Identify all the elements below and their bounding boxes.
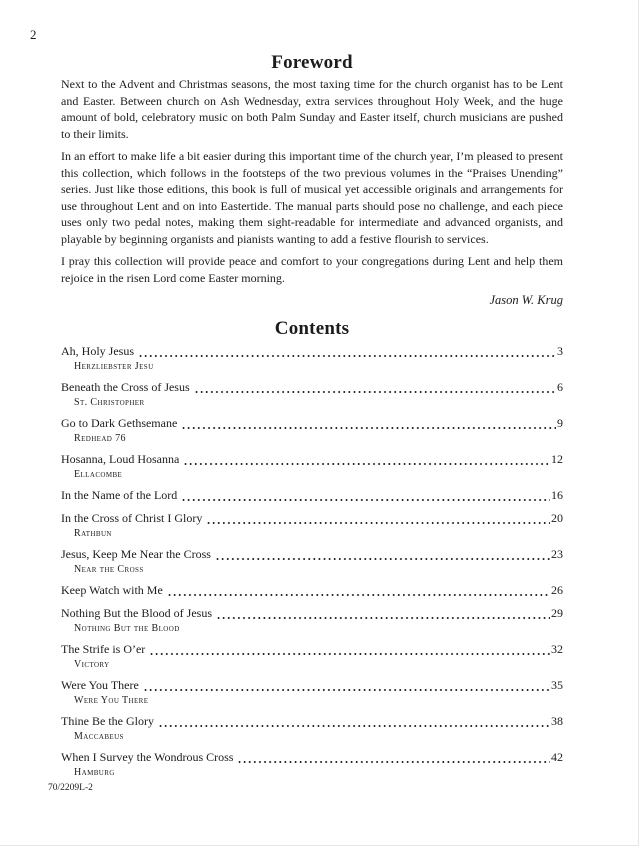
toc-entry-title: Hosanna, Loud Hosanna — [61, 452, 180, 466]
toc-entry-title: Beneath the Cross of Jesus — [61, 380, 190, 394]
toc-entry-line — [61, 641, 563, 658]
toc-entry-tune: Rathbun — [74, 528, 112, 539]
toc-entry-line — [61, 749, 563, 766]
toc-entry-page: 9 — [557, 416, 563, 430]
toc-entry — [61, 713, 563, 743]
author-signature: Jason W. Krug — [489, 293, 563, 307]
toc-entry-tune: Nothing But the Blood — [74, 623, 180, 634]
toc-entry — [61, 605, 563, 635]
toc-entry-title: When I Survey the Wondrous Cross — [61, 750, 234, 764]
toc-entry-page: 29 — [551, 606, 563, 620]
toc-entry-title: Nothing But the Blood of Jesus — [61, 606, 213, 620]
toc-entry — [61, 379, 563, 409]
toc-entry-line — [61, 487, 563, 504]
toc-entry — [61, 510, 563, 540]
toc-entry-page: 38 — [551, 714, 563, 728]
toc-entry-line — [61, 451, 563, 468]
toc-entry-page: 32 — [551, 642, 563, 656]
foreword-title: Foreword — [271, 52, 353, 73]
toc-entry-line — [61, 379, 563, 396]
toc-entry — [61, 677, 563, 707]
toc-entry-tune: Were You There — [74, 695, 149, 706]
toc-entry-title: Go to Dark Gethsemane — [61, 416, 178, 430]
toc-entry-tune: Victory — [74, 659, 110, 670]
toc-entry-title: Jesus, Keep Me Near the Cross — [61, 547, 211, 561]
toc-entry-tune: Maccabeus — [74, 731, 124, 742]
foreword-paragraph: I pray this collection will provide peace and comfort to your congregations during Lent and help them rejoice in the risen Lord come Easter morning. — [61, 254, 563, 285]
toc-entry-line — [61, 582, 563, 599]
foreword-paragraph: Next to the Advent and Christmas seasons, the most taxing time for the church organist has to be Lent and Easter. Between church on Ash Wednesday, extra services throughout Holy Week, and the huge amount of bold, celebratory music on both Palm Sunday and Easter itself, church musicians are pushed to their limits. — [61, 77, 563, 141]
toc-entry-title: Thine Be the Glory — [61, 714, 154, 728]
toc-entry-page: 16 — [551, 488, 563, 502]
toc-list — [61, 343, 563, 779]
toc-entry — [61, 343, 563, 373]
toc-entry — [61, 641, 563, 671]
toc-entry-tune: Herzliebster Jesu — [74, 361, 154, 372]
toc-entry-page: 26 — [551, 583, 563, 597]
foreword-paragraph: In an effort to make life a bit easier during this important time of the church year, I’m pleased to present this collection, which follows in the footsteps of the two previous volumes in the “Praises Unending” series. Just like those editions, this book is full of musical yet accessible originals and arrangements for use throughout Lent and on into Eastertide. The manual parts should pose no challenge, and each piece uses only two pedal notes, making them sight-readable for intermediate and advanced organists, and playable by beginning organists and pianists wanting to add a festive flourish to services. — [61, 149, 563, 246]
toc-entry-page: 12 — [551, 452, 563, 466]
page-number: 2 — [30, 27, 37, 42]
toc-entry-line — [61, 677, 563, 694]
toc-entry-page: 6 — [557, 380, 563, 394]
toc-entry — [61, 582, 563, 599]
toc-entry — [61, 749, 563, 779]
toc-entry-title: Keep Watch with Me — [61, 583, 163, 597]
toc-entry-page: 42 — [551, 750, 563, 764]
toc-entry-tune: Hamburg — [74, 767, 115, 778]
toc-entry — [61, 451, 563, 481]
toc-entry-line — [61, 415, 563, 432]
toc-entry-tune: Near the Cross — [74, 564, 144, 575]
toc-entry-line — [61, 605, 563, 622]
toc-entry-page: 3 — [557, 344, 563, 358]
toc-entry-line — [61, 546, 563, 563]
page-content — [61, 0, 563, 785]
toc-entry-title: Were You There — [61, 678, 139, 692]
toc-entry-line — [61, 713, 563, 730]
toc-entry-title: Ah, Holy Jesus — [61, 344, 135, 358]
toc-entry-tune: St. Christopher — [74, 397, 145, 408]
toc-entry — [61, 487, 563, 504]
footer-code: 70/2209L-2 — [48, 783, 93, 793]
toc-entry-tune: Redhead 76 — [74, 433, 126, 444]
toc-entry-title: The Strife is O’er — [61, 642, 146, 656]
toc-entry-line — [61, 343, 563, 360]
toc-entry-page: 20 — [551, 511, 563, 525]
toc-entry-page: 35 — [551, 678, 563, 692]
toc-entry-title: In the Cross of Christ I Glory — [61, 511, 203, 525]
toc-entry-page: 23 — [551, 547, 563, 561]
toc-entry-title: In the Name of the Lord — [61, 488, 178, 502]
toc-entry — [61, 415, 563, 445]
contents-title: Contents — [274, 318, 350, 339]
toc-entry-line — [61, 510, 563, 527]
toc-entry — [61, 546, 563, 576]
toc-entry-tune: Ellacombe — [74, 469, 123, 480]
